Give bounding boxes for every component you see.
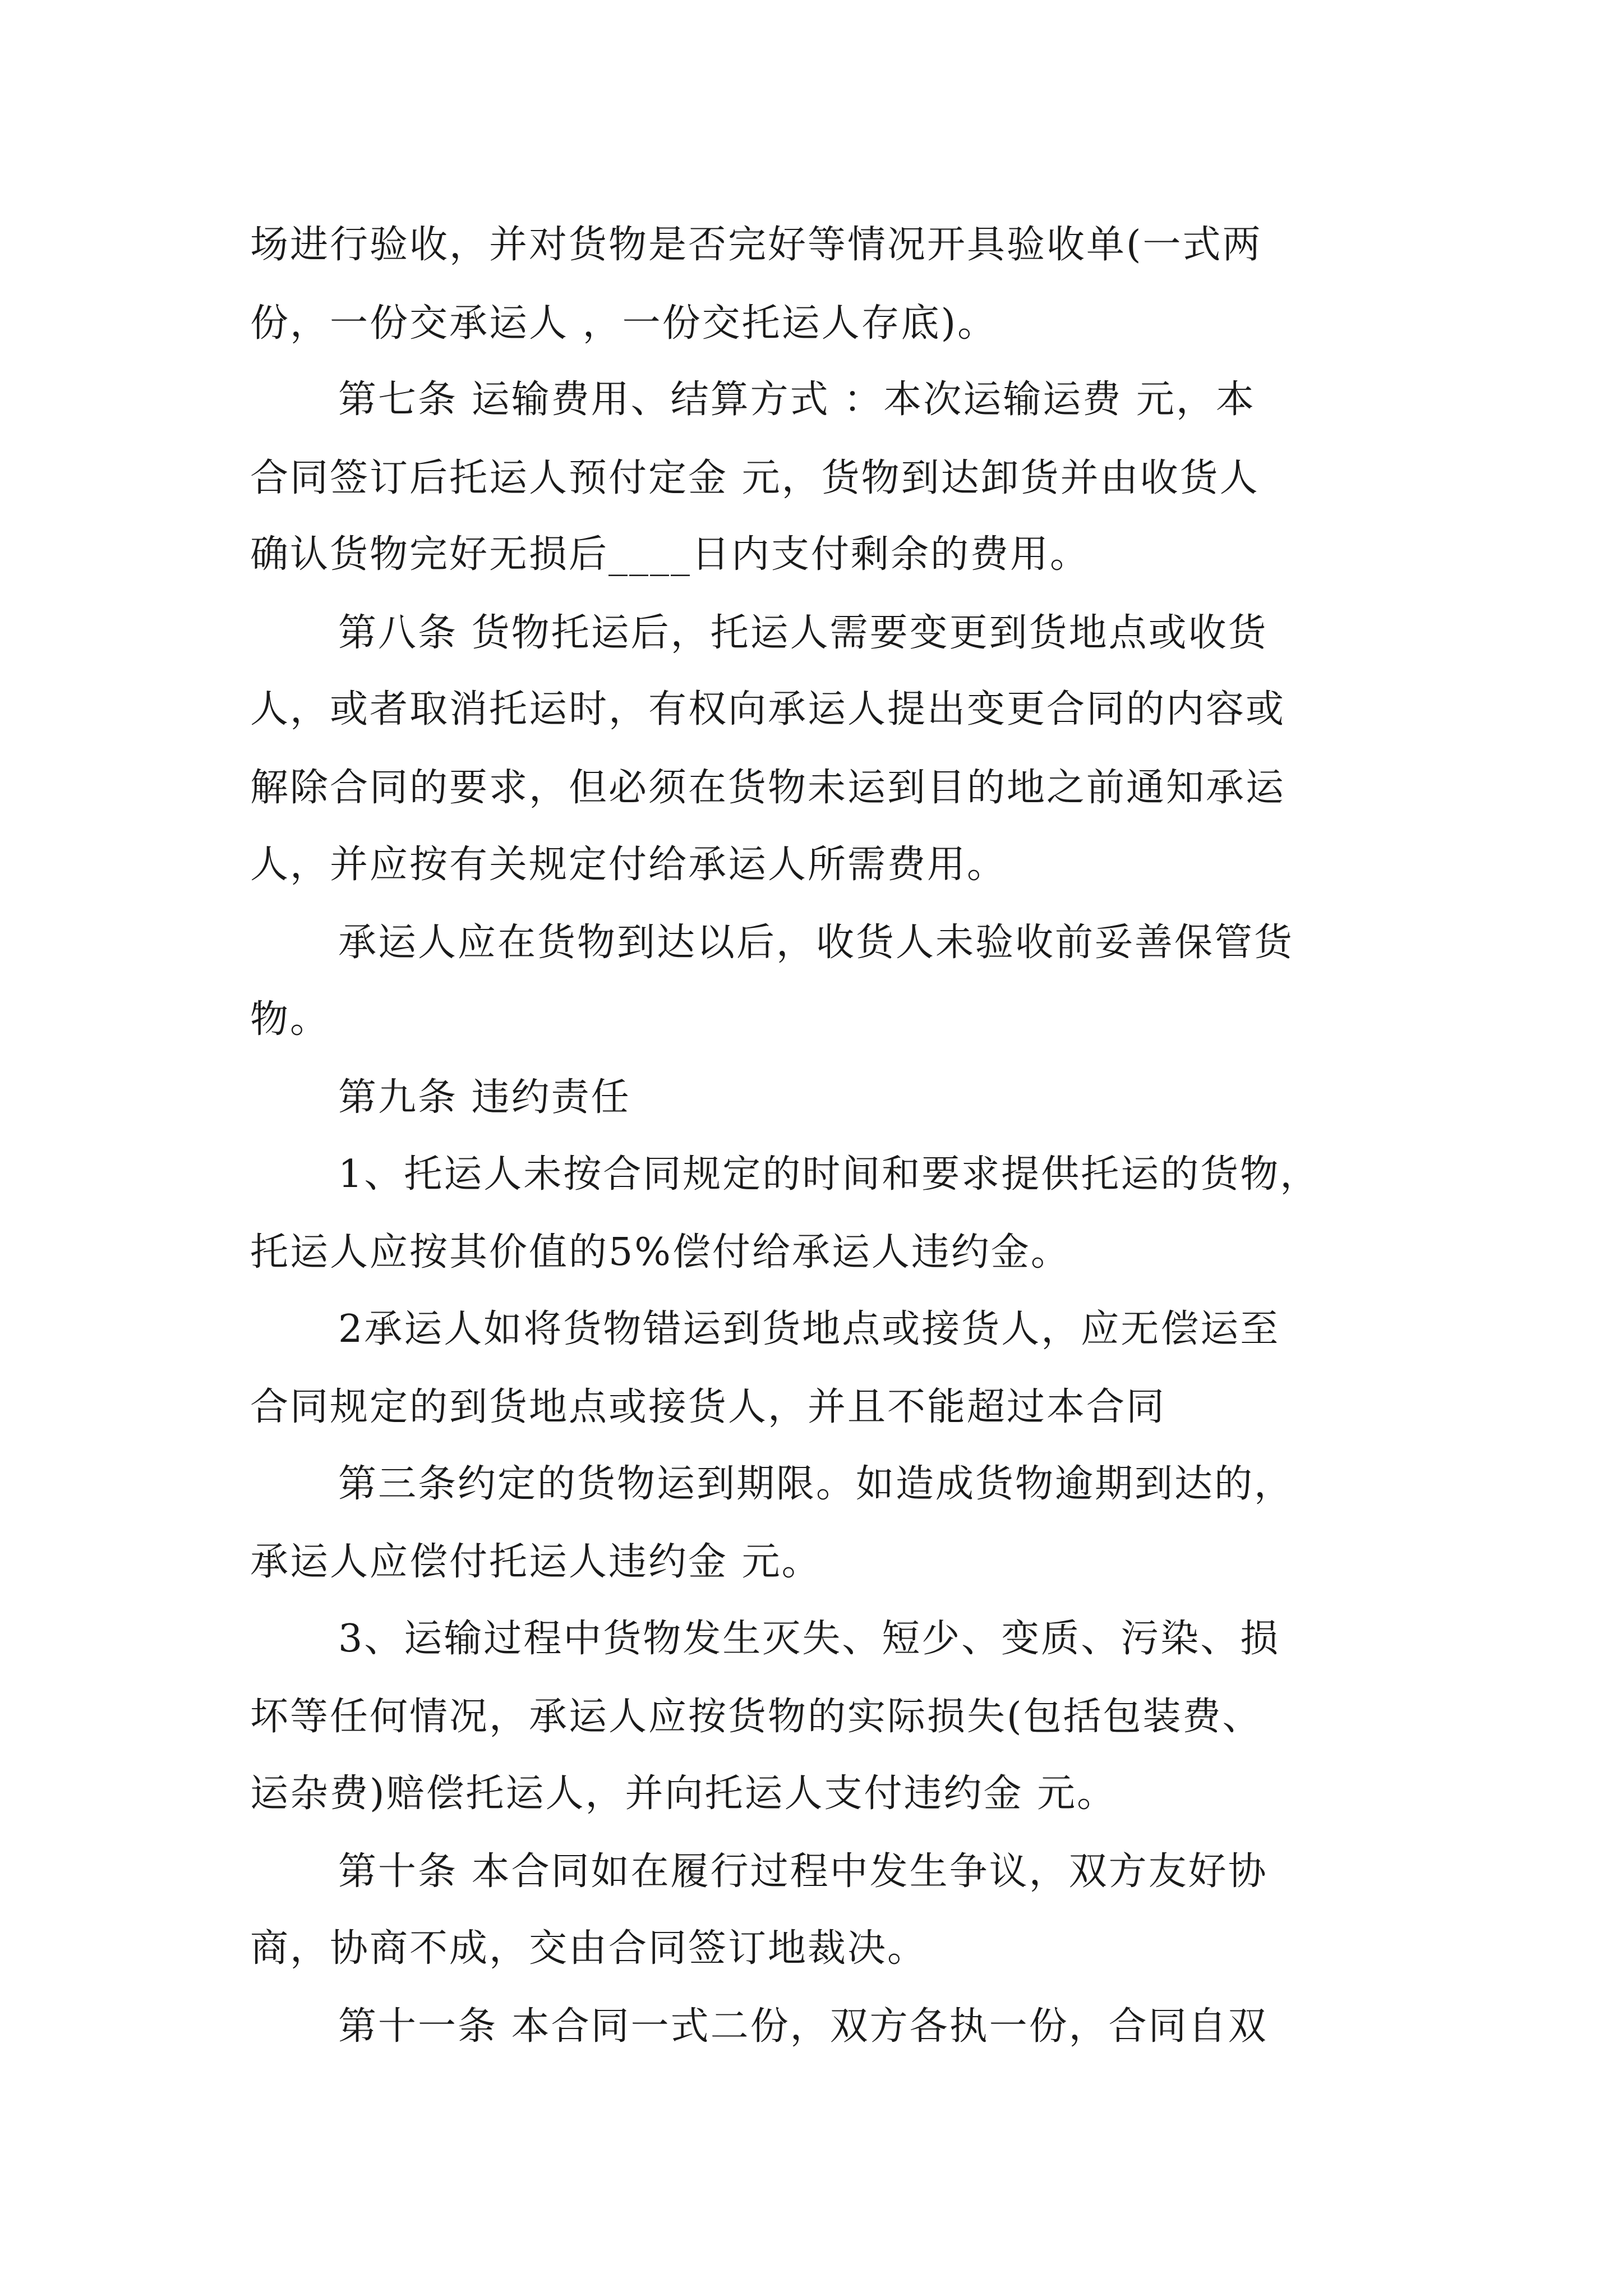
- text-line: 合同规定的到货地点或接货人，并且不能超过本合同: [250, 1385, 1166, 1429]
- text-line: 2承运人如将货物错运到货地点或接货人，应无偿运至: [338, 1307, 1280, 1351]
- text-line: 场进行验收，并对货物是否完好等情况开具验收单(一式两: [250, 223, 1262, 267]
- text-line: 合同签订后托运人预付定金 元，货物到达卸货并由收货人: [250, 456, 1260, 500]
- text-line: 第七条 运输费用、结算方式 ：本次运输运费 元，本: [338, 378, 1256, 422]
- text-line: 1、托运人未按合同规定的时间和要求提供托运的货物，: [338, 1152, 1320, 1197]
- text-line: 坏等任何情况，承运人应按货物的实际损失(包括包装费、: [250, 1695, 1262, 1739]
- text-line: 人，并应按有关规定付给承运人所需费用。: [250, 843, 1007, 887]
- text-line: 解除合同的要求，但必须在货物未运到目的地之前通知承运: [250, 766, 1286, 810]
- text-line: 承运人应在货物到达以后，收货人未验收前妥善保管货: [338, 921, 1294, 965]
- text-line: 第十条 本合同如在履行过程中发生争议，双方友好协: [338, 1849, 1268, 1894]
- text-line: 份，一份交承运人 ，一份交托运人存底)。: [250, 301, 998, 346]
- text-line: 承运人应偿付托运人违约金 元。: [250, 1540, 822, 1584]
- text-line: 确认货物完好无损后____日内支付剩余的费用。: [250, 532, 1090, 577]
- text-line: 人，或者取消托运时，有权向承运人提出变更合同的内容或: [250, 687, 1286, 731]
- text-line: 运杂费)赔偿托运人，并向托运人支付违约金 元。: [250, 1772, 1117, 1816]
- text-line: 第九条 违约责任: [338, 1075, 631, 1120]
- text-line: 第十一条 本合同一式二份，双方各执一份，合同自双: [338, 2004, 1268, 2049]
- text-line: 托运人应按其价值的5%偿付给承运人违约金。: [250, 1230, 1071, 1274]
- text-line: 物。: [250, 997, 330, 1042]
- text-line: 3、运输过程中货物发生灭失、短少、变质、污染、损: [338, 1617, 1280, 1661]
- text-line: 第八条 货物托运后，托运人需要变更到货地点或收货: [338, 611, 1268, 655]
- text-line: 商，协商不成，交由合同签订地裁决。: [250, 1926, 928, 1971]
- text-line: 第三条约定的货物运到期限。如造成货物逾期到达的，: [338, 1462, 1294, 1506]
